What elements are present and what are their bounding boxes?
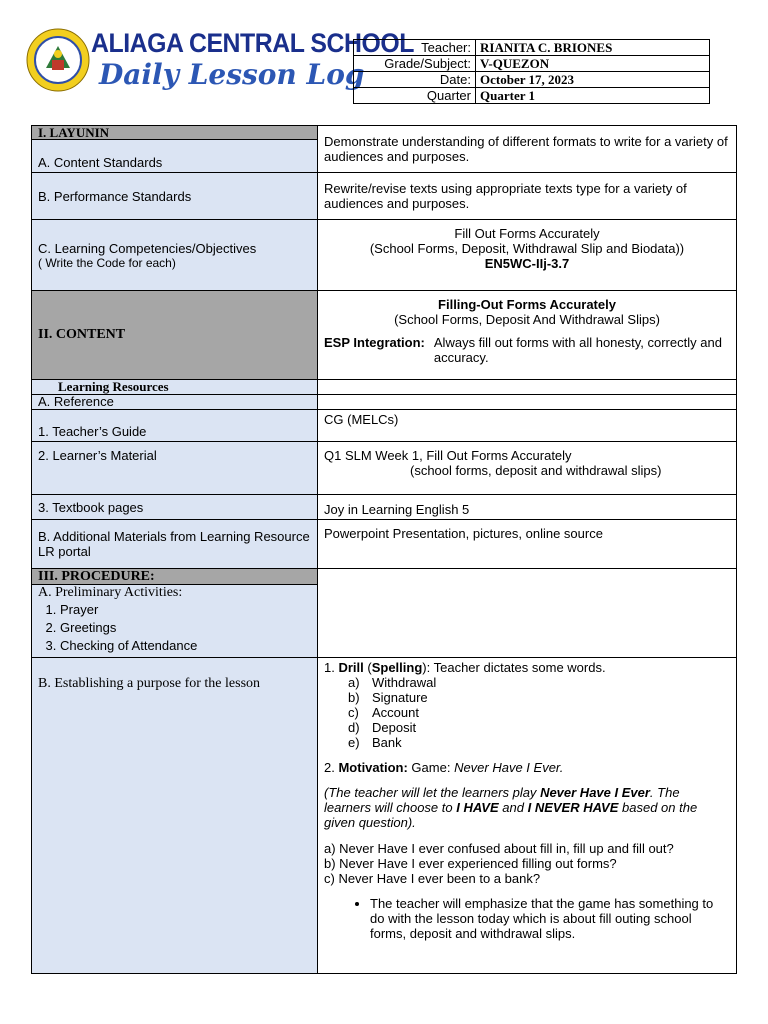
header-row-grade (354, 56, 710, 72)
teachers-guide-row (32, 410, 737, 442)
preliminary-label: A. Preliminary Activities: (38, 585, 183, 600)
emphasis-list (324, 896, 730, 941)
drill-word-text: Account (372, 705, 419, 720)
drill-line: 1. Drill (Spelling): Teacher dictates some words. (324, 660, 606, 675)
learners-material-row (32, 442, 737, 495)
header-label: Quarter (354, 88, 476, 104)
performance-standards-row (32, 173, 737, 220)
competencies-line2: (School Forms, Deposit, Withdrawal Slip and Biodata)) (369, 241, 685, 256)
performance-standards-label: B. Performance Standards (32, 173, 318, 220)
drill-word (348, 675, 730, 690)
purpose-value (318, 658, 737, 974)
section-heading: I. LAYUNIN (32, 126, 318, 140)
drill-word-text: Deposit (372, 720, 417, 735)
drill-number: 1. (324, 660, 335, 675)
preliminary-item: 2. Greetings (60, 619, 311, 637)
esp-text: Always fill out forms with all honesty, correctly and accuracy. (433, 335, 722, 365)
competencies-cell (32, 220, 318, 291)
drill-word-text: Withdrawal (372, 675, 437, 690)
empty-cell (318, 395, 737, 410)
instruction-text: . The learners will choose to (324, 785, 680, 815)
content-standards-value: Demonstrate understanding of different formats to write for a variety of audiences and purposes. (318, 126, 737, 173)
document-title: Daily Lesson Log (99, 58, 365, 91)
motivation-title: Never Have I Ever. (454, 760, 564, 775)
header-info-table (353, 39, 710, 104)
content-standards-label: A. Content Standards (32, 140, 318, 173)
instruction-bold: Never Have I Ever (540, 785, 650, 800)
instruction-text: and (502, 800, 524, 815)
reference-row (32, 395, 737, 410)
learners-material-line1: Q1 SLM Week 1, Fill Out Forms Accurately (324, 448, 572, 463)
drill-marker: c) (348, 705, 359, 720)
drill-word-text: Bank (372, 735, 402, 750)
esp-integration (324, 335, 730, 365)
question-item: a) Never Have I ever confused about fill in, fill up and fill out? (324, 841, 674, 856)
additional-materials-value: Powerpoint Presentation, pictures, online source (318, 520, 737, 569)
drill-word (348, 720, 730, 735)
learners-material-label: 2. Learner’s Material (32, 442, 318, 495)
resources-heading-row (32, 380, 737, 395)
header-label: Date: (354, 72, 476, 88)
emphasis-item: • The teacher will emphasize that the game has something to do with the lesson today which is about fill outing school forms, deposit and withdrawal slips. (370, 896, 730, 941)
content-row (32, 291, 737, 380)
layunin-heading-row (32, 126, 737, 140)
instruction-bold: I HAVE (456, 800, 499, 815)
content-subtitle: (School Forms, Deposit And Withdrawal Slips) (394, 312, 660, 327)
drill-word (348, 690, 730, 705)
drill-marker: d) (348, 720, 360, 735)
header-row-teacher (354, 40, 710, 56)
motivation-label: Motivation: (338, 760, 408, 775)
drill-word (348, 705, 730, 720)
teachers-guide-label: 1. Teacher’s Guide (32, 410, 318, 442)
reference-label: A. Reference (32, 395, 318, 410)
drill-word (348, 735, 730, 750)
drill-marker: a) (348, 675, 360, 690)
teachers-guide-value: CG (MELCs) (318, 410, 737, 442)
textbook-row (32, 495, 737, 520)
preliminary-item: 3. Checking of Attendance (60, 637, 311, 655)
question-item: c) Never Have I ever been to a bank? (324, 871, 541, 886)
learners-material-line2: (school forms, deposit and withdrawal slips) (410, 463, 662, 478)
drill-word-list (324, 675, 730, 750)
instruction-text: (The teacher will let the learners play (324, 785, 537, 800)
empty-cell (318, 380, 737, 395)
textbook-value: Joy in Learning English 5 (318, 495, 737, 520)
content-value (318, 291, 737, 380)
school-name: ALIAGA CENTRAL SCHOOL (91, 28, 414, 58)
game-instruction (324, 785, 730, 830)
procedure-heading: III. PROCEDURE: (32, 569, 318, 585)
header-row-date (354, 72, 710, 88)
content-title: Filling-Out Forms Accurately (438, 297, 616, 312)
preliminary-item: 1. Prayer (60, 601, 311, 619)
motivation-line (324, 760, 730, 775)
procedure-heading-row (32, 569, 737, 585)
esp-label: ESP Integration: (324, 335, 425, 350)
drill-marker: b) (348, 690, 360, 705)
drill-marker: e) (348, 735, 360, 750)
school-logo (26, 28, 90, 92)
instruction-bold: I NEVER HAVE (527, 800, 619, 815)
preliminary-cell (32, 585, 318, 658)
drill-word-text: Signature (372, 690, 428, 705)
question-item: b) Never Have I ever experienced filling out forms? (324, 856, 617, 871)
lesson-table (31, 125, 737, 974)
preliminary-list (38, 601, 311, 655)
textbook-label: 3. Textbook pages (32, 495, 318, 520)
performance-standards-value: Rewrite/revise texts using appropriate texts type for a variety of audiences and purposes. (318, 173, 737, 220)
learners-material-value (318, 442, 737, 495)
grade-value: V-QUEZON (476, 56, 710, 72)
resources-heading: Learning Resources (32, 380, 318, 395)
motivation-game: Game: (411, 760, 451, 775)
competencies-row (32, 220, 737, 291)
motivation-number: 2. (324, 760, 335, 775)
instruction-text: based on the given question). (324, 800, 698, 830)
competencies-label: C. Learning Competencies/Objectives (38, 240, 257, 256)
additional-materials-row (32, 520, 737, 569)
competencies-code: EN5WC-IIj-3.7 (484, 256, 570, 271)
quarter-value: Quarter 1 (476, 88, 710, 104)
competencies-line1: Fill Out Forms Accurately (454, 226, 600, 241)
teacher-value: RIANITA C. BRIONES (476, 40, 710, 56)
drill-text: Teacher dictates some words. (433, 660, 606, 675)
header-label: Teacher: (354, 40, 476, 56)
header-label: Grade/Subject: (354, 56, 476, 72)
additional-materials-label: B. Additional Materials from Learning Resource LR portal (32, 520, 318, 569)
competencies-note: ( Write the Code for each) (38, 255, 176, 270)
drill-label: Drill (338, 660, 364, 675)
header-row-quarter (354, 88, 710, 104)
purpose-label: B. Establishing a purpose for the lesson (32, 658, 318, 974)
content-heading: II. CONTENT (32, 291, 318, 380)
question-list (324, 841, 730, 886)
drill-paren: Spelling (371, 660, 423, 675)
competencies-value (318, 220, 737, 291)
purpose-row (32, 658, 737, 974)
empty-cell (318, 569, 737, 658)
date-value: October 17, 2023 (476, 72, 710, 88)
